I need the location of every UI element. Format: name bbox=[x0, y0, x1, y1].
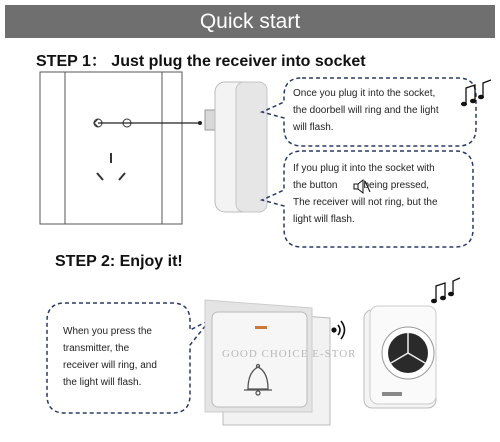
watermark: GOOD CHOICE E-STOR bbox=[222, 348, 357, 360]
note-line: When you press the bbox=[63, 326, 152, 337]
note-line: If you plug it into the socket with bbox=[293, 163, 435, 174]
step2-note bbox=[63, 323, 178, 391]
transmitter-illustration bbox=[205, 300, 330, 425]
note-line: transmitter, the bbox=[63, 343, 130, 354]
note-fragment: being pressed, bbox=[363, 180, 430, 191]
plug-receiver-illustration bbox=[205, 82, 267, 212]
step1-title: STEP 1： Just plug the receiver into socket bbox=[36, 53, 366, 70]
note-line: will flash. bbox=[293, 122, 334, 133]
music-notes-icon bbox=[431, 278, 460, 303]
header-title: Quick start bbox=[199, 10, 301, 33]
wireless-signal-icon bbox=[332, 321, 344, 339]
note-line: Once you plug it into the socket, bbox=[293, 88, 436, 99]
step1-note-mute bbox=[293, 160, 463, 228]
wall-socket-illustration bbox=[40, 72, 202, 224]
receiver-unit-illustration bbox=[364, 306, 436, 408]
step2-title: STEP 2: Enjoy it! bbox=[55, 253, 183, 270]
note-line: light will flash. bbox=[293, 214, 355, 225]
note-line: The receiver will not ring, but the bbox=[293, 197, 438, 208]
note-line: receiver will ring, and bbox=[63, 360, 157, 371]
note-line bbox=[293, 177, 463, 194]
step1-note-ring bbox=[293, 85, 458, 136]
note-line: the doorbell will ring and the light bbox=[293, 105, 439, 116]
note-fragment: the button bbox=[293, 180, 338, 191]
note-line: the light will flash. bbox=[63, 377, 142, 388]
